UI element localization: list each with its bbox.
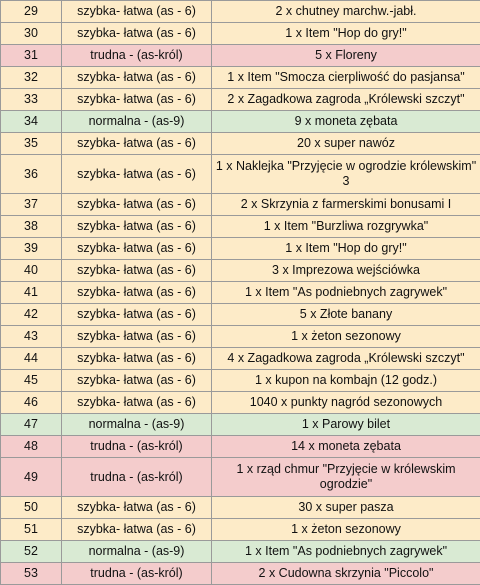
difficulty-cell: szybka- łatwa (as - 6)	[62, 89, 212, 111]
reward-cell: 2 x chutney marchw.-jabł.	[212, 1, 480, 23]
row-number-cell: 50	[1, 497, 62, 519]
row-number-cell: 42	[1, 304, 62, 326]
difficulty-cell: szybka- łatwa (as - 6)	[62, 194, 212, 216]
reward-cell: 1 x Item "As podniebnych zagrywek"	[212, 541, 480, 563]
row-number-cell: 38	[1, 216, 62, 238]
difficulty-cell: normalna - (as-9)	[62, 111, 212, 133]
table-row	[1, 370, 480, 392]
table-row	[1, 45, 480, 67]
difficulty-cell: szybka- łatwa (as - 6)	[62, 1, 212, 23]
reward-cell: 2 x Skrzynia z farmerskimi bonusami I	[212, 194, 480, 216]
table-row	[1, 436, 480, 458]
reward-cell: 4 x Zagadkowa zagroda „Królewski szczyt"	[212, 348, 480, 370]
difficulty-cell: szybka- łatwa (as - 6)	[62, 304, 212, 326]
difficulty-cell: szybka- łatwa (as - 6)	[62, 519, 212, 541]
reward-cell: 1 x rząd chmur "Przyjęcie w królewskim ogrodzie"	[212, 458, 480, 497]
reward-cell: 2 x Zagadkowa zagroda „Królewski szczyt"	[212, 89, 480, 111]
table-row	[1, 348, 480, 370]
table-row	[1, 111, 480, 133]
table-row	[1, 238, 480, 260]
table-row	[1, 194, 480, 216]
difficulty-cell: szybka- łatwa (as - 6)	[62, 133, 212, 155]
table-row	[1, 89, 480, 111]
row-number-cell: 43	[1, 326, 62, 348]
difficulty-cell: szybka- łatwa (as - 6)	[62, 260, 212, 282]
table-row	[1, 1, 480, 23]
table-row	[1, 497, 480, 519]
reward-cell: 1 x Naklejka "Przyjęcie w ogrodzie królewskim" 3	[212, 155, 480, 194]
difficulty-cell: szybka- łatwa (as - 6)	[62, 216, 212, 238]
row-number-cell: 45	[1, 370, 62, 392]
reward-cell: 20 x super nawóz	[212, 133, 480, 155]
reward-cell: 1 x Item "Burzliwa rozgrywka"	[212, 216, 480, 238]
reward-cell: 1 x żeton sezonowy	[212, 519, 480, 541]
row-number-cell: 41	[1, 282, 62, 304]
row-number-cell: 53	[1, 563, 62, 585]
row-number-cell: 32	[1, 67, 62, 89]
reward-cell: 1 x Parowy bilet	[212, 414, 480, 436]
row-number-cell: 34	[1, 111, 62, 133]
reward-cell: 9 x moneta zębata	[212, 111, 480, 133]
reward-cell: 3 x Imprezowa wejściówka	[212, 260, 480, 282]
row-number-cell: 40	[1, 260, 62, 282]
reward-cell: 30 x super pasza	[212, 497, 480, 519]
reward-cell: 1 x Item "Smocza cierpliwość do pasjansa"	[212, 67, 480, 89]
reward-cell: 14 x moneta zębata	[212, 436, 480, 458]
reward-cell: 5 x Floreny	[212, 45, 480, 67]
difficulty-cell: trudna - (as-król)	[62, 45, 212, 67]
table-row	[1, 414, 480, 436]
rewards-table-body	[1, 1, 480, 585]
row-number-cell: 49	[1, 458, 62, 497]
difficulty-cell: szybka- łatwa (as - 6)	[62, 370, 212, 392]
reward-cell: 2 x Cudowna skrzynia "Piccolo"	[212, 563, 480, 585]
reward-cell: 1 x kupon na kombajn (12 godz.)	[212, 370, 480, 392]
reward-cell: 1040 x punkty nagród sezonowych	[212, 392, 480, 414]
difficulty-cell: szybka- łatwa (as - 6)	[62, 23, 212, 45]
reward-cell: 5 x Złote banany	[212, 304, 480, 326]
table-row	[1, 519, 480, 541]
difficulty-cell: trudna - (as-król)	[62, 458, 212, 497]
row-number-cell: 47	[1, 414, 62, 436]
difficulty-cell: trudna - (as-król)	[62, 563, 212, 585]
table-row	[1, 282, 480, 304]
difficulty-cell: szybka- łatwa (as - 6)	[62, 282, 212, 304]
table-row	[1, 304, 480, 326]
reward-cell: 1 x Item "As podniebnych zagrywek"	[212, 282, 480, 304]
table-row	[1, 216, 480, 238]
table-row	[1, 563, 480, 585]
difficulty-cell: szybka- łatwa (as - 6)	[62, 392, 212, 414]
table-row	[1, 155, 480, 194]
difficulty-cell: szybka- łatwa (as - 6)	[62, 326, 212, 348]
table-row	[1, 392, 480, 414]
row-number-cell: 29	[1, 1, 62, 23]
table-row	[1, 326, 480, 348]
difficulty-cell: szybka- łatwa (as - 6)	[62, 67, 212, 89]
row-number-cell: 30	[1, 23, 62, 45]
difficulty-cell: normalna - (as-9)	[62, 414, 212, 436]
row-number-cell: 35	[1, 133, 62, 155]
row-number-cell: 48	[1, 436, 62, 458]
table-row	[1, 458, 480, 497]
difficulty-cell: szybka- łatwa (as - 6)	[62, 497, 212, 519]
difficulty-cell: szybka- łatwa (as - 6)	[62, 155, 212, 194]
row-number-cell: 44	[1, 348, 62, 370]
row-number-cell: 46	[1, 392, 62, 414]
difficulty-cell: trudna - (as-król)	[62, 436, 212, 458]
difficulty-cell: normalna - (as-9)	[62, 541, 212, 563]
difficulty-cell: szybka- łatwa (as - 6)	[62, 238, 212, 260]
table-row	[1, 541, 480, 563]
row-number-cell: 36	[1, 155, 62, 194]
row-number-cell: 52	[1, 541, 62, 563]
difficulty-cell: szybka- łatwa (as - 6)	[62, 348, 212, 370]
table-row	[1, 23, 480, 45]
row-number-cell: 37	[1, 194, 62, 216]
reward-cell: 1 x Item "Hop do gry!"	[212, 238, 480, 260]
table-row	[1, 260, 480, 282]
row-number-cell: 51	[1, 519, 62, 541]
table-row	[1, 67, 480, 89]
row-number-cell: 33	[1, 89, 62, 111]
reward-cell: 1 x Item "Hop do gry!"	[212, 23, 480, 45]
row-number-cell: 31	[1, 45, 62, 67]
reward-cell: 1 x żeton sezonowy	[212, 326, 480, 348]
table-row	[1, 133, 480, 155]
row-number-cell: 39	[1, 238, 62, 260]
